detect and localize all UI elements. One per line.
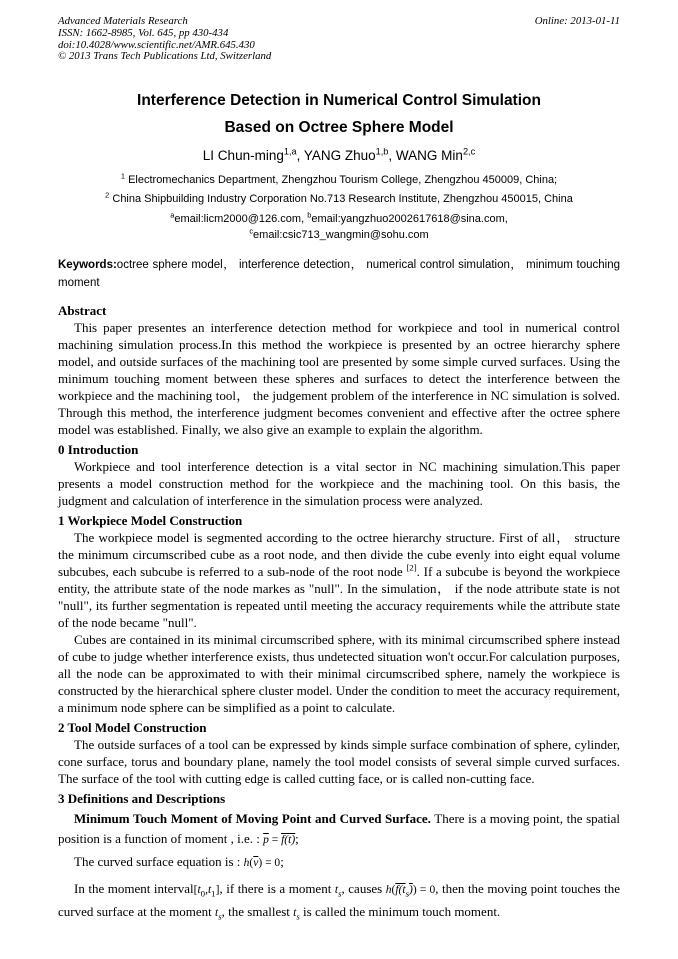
journal-header bbox=[58, 16, 620, 63]
abstract-heading: Abstract bbox=[58, 303, 107, 319]
copyright-line: © 2013 Trans Tech Publications Ltd, Switzerland bbox=[58, 50, 272, 63]
section-heading-workpiece-model: 1 Workpiece Model Construction bbox=[58, 513, 243, 529]
paper-title-line2: Based on Octree Sphere Model bbox=[224, 119, 454, 137]
moment-interval-paragraph: In the moment $interval[t_0,t_1]$, if there is a moment $t_s$, causes $h(f(t_s)) = 0$, then the moving point touches the curved surface at the moment $t_s$, the smallest $t_s$ is called the minimum touch moment. bbox=[58, 881, 620, 922]
online-date: Online: 2013-01-11 bbox=[534, 15, 620, 27]
introduction-paragraph: Workpiece and tool interference detection is a vital sector in NC machining simulation.This paper presents a model construction method for the workpiece and the machining tool. On this basis, the judgment and calculation of interference in the simulation process were analyzed. bbox=[58, 459, 620, 509]
journal-name: Advanced Materials Research bbox=[58, 15, 188, 27]
emails-line-1: $^a$email:licm2000@126.com, $^b$email:yangzhuo2002617618@sina.com, bbox=[170, 210, 508, 226]
title-block bbox=[58, 87, 620, 243]
workpiece-model-paragraph-1: The workpiece model is segmented according to the octree hierarchy structure. First of all， structure the minimum circumscribed cube as a root node, and then divide the cube evenly into eight equal volume subcubes, each subcube is referred to a sub-node of the root node [2]. If a subcube is beyond the workpiece entity, the attribute state of the node markes as "null". In the simulation， if the node attribute state is not "null", its further segmentation is repeated until meeting the accuracy requirements while the attribute state of the node became "null". bbox=[58, 530, 620, 631]
doi-line: doi:10.4028/www.scientific.net/AMR.645.430 bbox=[58, 38, 255, 51]
abstract-paragraph: This paper presentes an interference detection method for workpiece and tool in numerical control machining simulation process.In this method the workpiece is presented by an octree hierarchy sphere model, and outside surfaces of the machining tool are presented by some simple curved surfaces. Using the minimum touching moment between these spheres and surfaces to detect the interference between the workpiece and the machining tool， the judgement problem of the interference in NC simulation is solved. Through this method, the interference judgment becomes convenient and effective after the octree sphere model was established. Finally, we also give an example to explain the algorithm. bbox=[58, 320, 620, 438]
authors-line: LI Chun-ming$^{1,a}$, YANG Zhuo$^{1,b}$, WANG Min$^{2,c}$ bbox=[202, 146, 476, 164]
section-heading-tool-model: 2 Tool Model Construction bbox=[58, 720, 207, 736]
tool-model-paragraph: The outside surfaces of a tool can be expressed by kinds simple surface combination of sphere, cylinder, cone surface, torus and boundary plane, namely the tool model consists of several simple curved surfaces. The surface of the tool with cutting edge is called cutting face, or is called non-cutting face. bbox=[58, 737, 620, 787]
emails-block bbox=[58, 212, 620, 243]
emails-line-2: $^c$email:csic713_wangmin@sohu.com bbox=[249, 226, 429, 241]
definition-minimum-touch-moment: Minimum Touch Moment of Moving Point and Curved Surface. There is a moving point, the spatial position is a function of moment , i.e. : $\overline{p} = f(t)$; bbox=[58, 811, 620, 847]
keywords-paragraph: Keywords:octree sphere model， interference detection， numerical control simulation， minimum touching moment bbox=[58, 259, 620, 289]
workpiece-model-paragraph-2: Cubes are contained in its minimal circumscribed sphere, with its minimal circumscribed sphere instead of cube to judge whether interference exists, thus undetected situation won't occur.For calculation purposes, all the node can be approximated to with their minimal circumscribed sphere, namely the workpiece is constructed by the hierarchical sphere cluster model. Under the condition to meet the accuracy requirement, a minimum node sphere can be simplified as a point to calculate. bbox=[58, 632, 620, 716]
curved-surface-equation-line: The curved surface equation is : $h(\overline{v}) = 0$; bbox=[74, 854, 284, 870]
issn-line: ISSN: 1662-8985, Vol. 645, pp 430-434 bbox=[58, 26, 229, 39]
journal-header-left bbox=[58, 16, 271, 63]
affiliation-1: $^1$ Electromechanics Department, Zhengzhou Tourism College, Zhengzhou 450009, China; bbox=[120, 171, 558, 187]
paper-title-line1: Interference Detection in Numerical Control Simulation bbox=[137, 92, 541, 110]
section-heading-introduction: 0 Introduction bbox=[58, 442, 139, 458]
affiliation-2: $^2$ China Shipbuilding Industry Corporation No.713 Research Institute, Zhengzhou 450015, China bbox=[105, 190, 573, 206]
section-heading-definitions: 3 Definitions and Descriptions bbox=[58, 791, 226, 807]
